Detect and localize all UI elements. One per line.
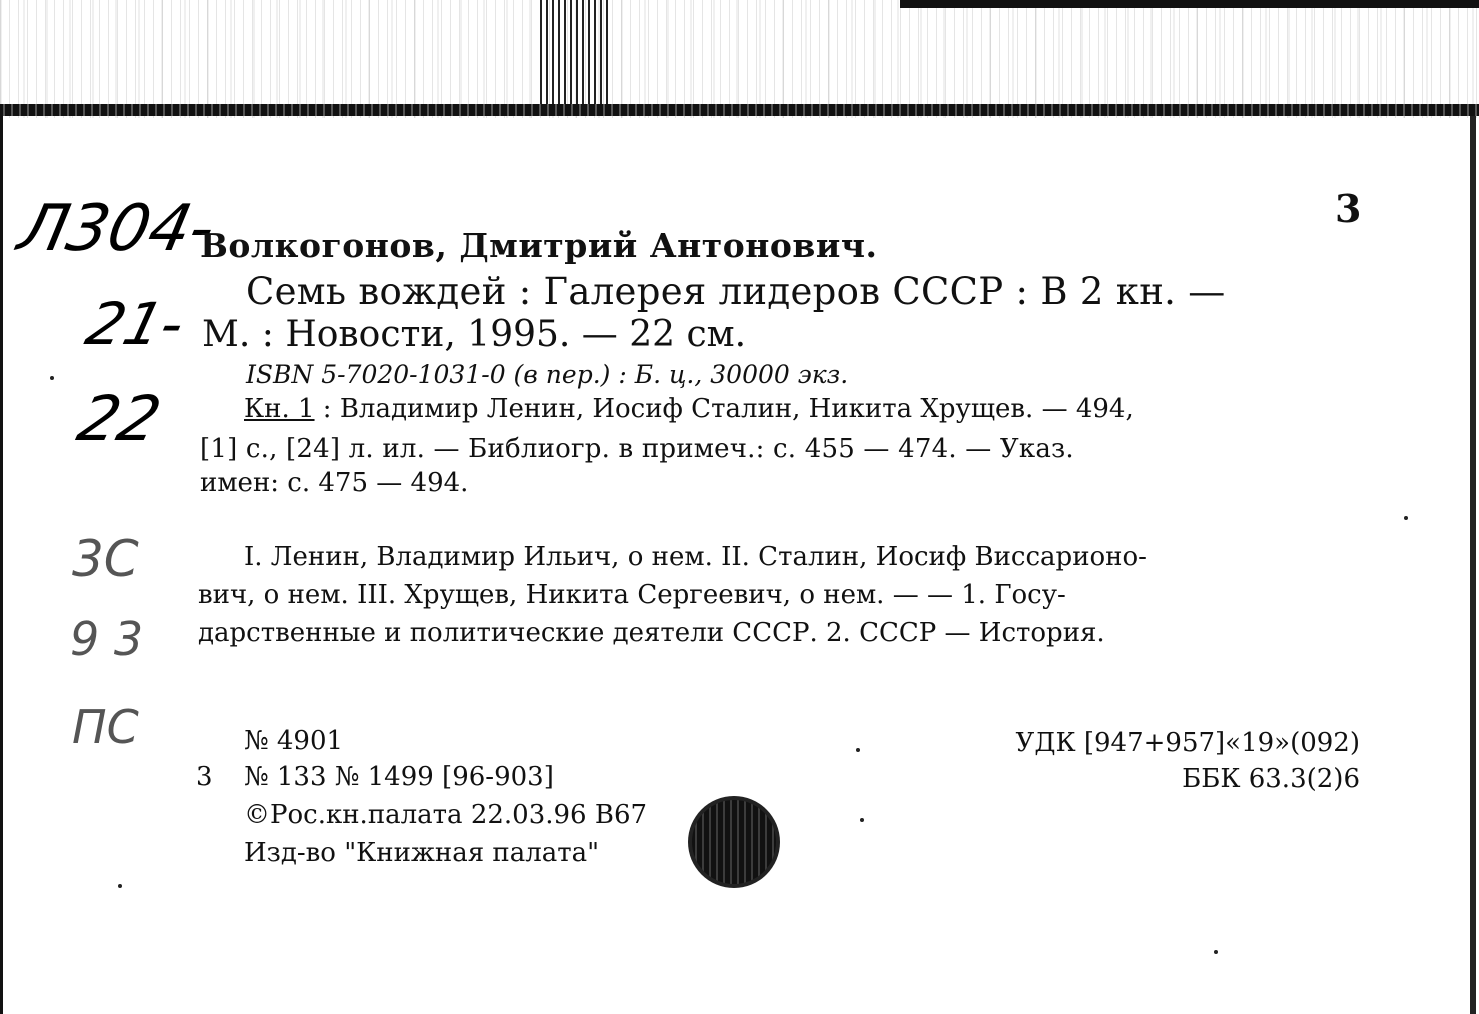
- author-heading: Волкогонов, Дмитрий Антонович.: [200, 226, 878, 265]
- faint-handwriting: 3С: [72, 530, 139, 588]
- page-number: 3: [1335, 186, 1362, 231]
- volume-line-1: [244, 394, 1134, 424]
- handwritten-call-number: 21-: [79, 290, 192, 358]
- faint-handwriting: ПС: [72, 700, 139, 754]
- volume-line-3: имен: с. 475 — 494.: [200, 468, 469, 498]
- handwritten-call-number: Л304-: [12, 192, 222, 266]
- scan-top-edge: [0, 0, 1479, 118]
- record-number: № 4901: [244, 726, 344, 756]
- publisher-line: Изд-во "Книжная палата": [244, 838, 600, 868]
- volume-label: Кн. 1: [244, 394, 315, 424]
- scan-speck: [50, 376, 54, 380]
- scan-speck: [856, 748, 860, 752]
- publication-statement: М. : Новости, 1995. — 22 см.: [202, 314, 747, 355]
- scan-artifact: [540, 0, 610, 110]
- card-right-edge: [1470, 116, 1476, 1014]
- title-statement: Семь вождей : Галерея лидеров СССР : В 2 кн. —: [246, 270, 1226, 313]
- scan-speck: [1214, 950, 1218, 954]
- copyright-line: ©Рос.кн.палата 22.03.96 В67: [244, 800, 648, 830]
- scan-speck: [860, 818, 864, 822]
- scan-speck: [1404, 516, 1408, 520]
- subject-line-1: I. Ленин, Владимир Ильич, о нем. II. Сталин, Иосиф Виссарионо-: [244, 542, 1147, 572]
- record-prefix: 3: [196, 762, 213, 792]
- bbk-code: ББК 63.3(2)6: [1182, 764, 1360, 794]
- scan-artifact: [900, 0, 1479, 8]
- scan-speck: [118, 884, 122, 888]
- faint-handwriting: 9 3: [70, 612, 144, 666]
- subject-line-2: вич, о нем. III. Хрущев, Никита Сергеевич, о нем. — — 1. Госу-: [198, 580, 1066, 610]
- handwritten-call-number: 22: [70, 382, 169, 455]
- udk-code: УДК [947+957]«19»(092): [1015, 728, 1360, 758]
- subject-line-3: дарственные и политические деятели СССР. 2. СССР — История.: [198, 618, 1105, 648]
- card-top-edge: [0, 104, 1479, 116]
- volume-line-2: [1] с., [24] л. ил. — Библиогр. в примеч.: с. 455 — 474. — Указ.: [200, 434, 1074, 464]
- isbn-statement: ISBN 5-7020-1031-0 (в пер.) : Б. ц., 30000 экз.: [246, 360, 849, 389]
- volume-contents: : Владимир Ленин, Иосиф Сталин, Никита Хрущев. — 494,: [322, 394, 1134, 424]
- card-hole: [688, 796, 780, 888]
- record-numbers: № 133 № 1499 [96-903]: [244, 762, 554, 792]
- card-left-edge: [0, 116, 3, 1014]
